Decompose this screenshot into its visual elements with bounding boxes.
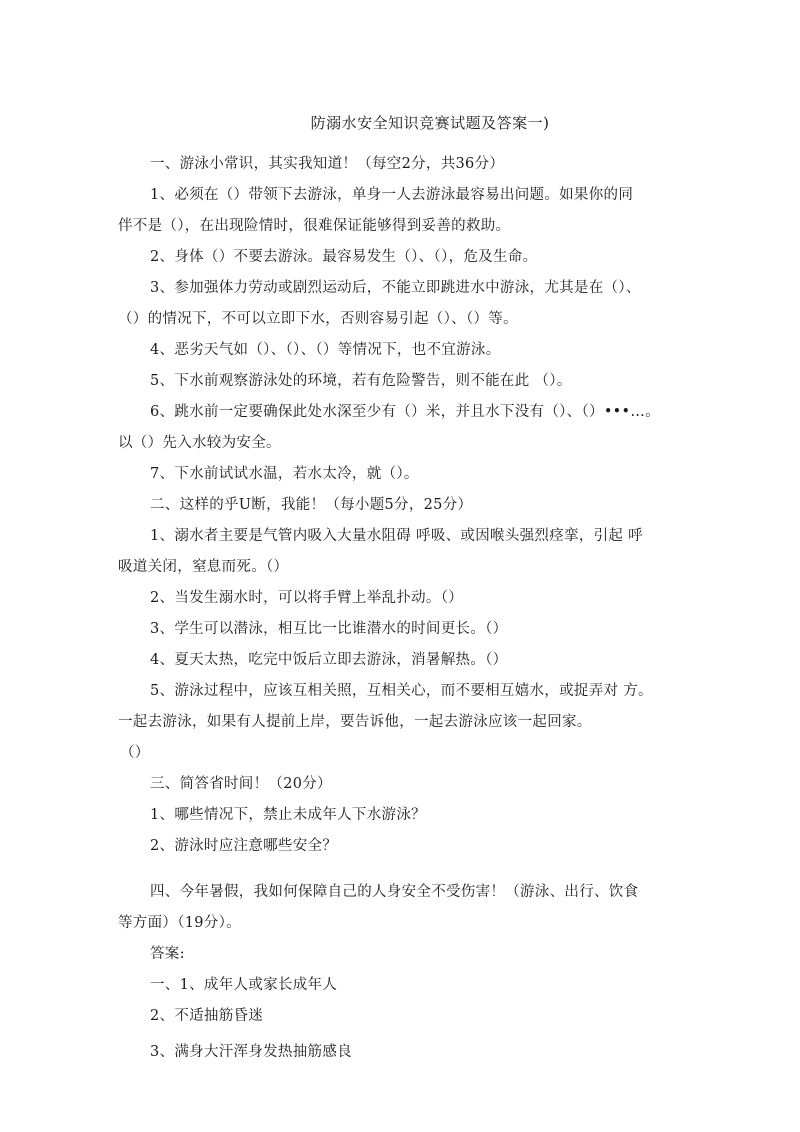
- answer-1-1: 一、1、成年人或家长成年人: [150, 977, 338, 993]
- section-2-heading: 二、这样的乎U断，我能！（每小题5分，25分）: [150, 497, 473, 513]
- question-1-4: 4、恶劣天气如（）、（）、（）等情况下，也不宜游泳。: [150, 342, 501, 358]
- answers-heading: 答案:: [150, 946, 185, 962]
- section-4-heading-cont: 等方面）（19分）。: [118, 915, 241, 931]
- question-1-3: 3、参加强体力劳动或剧烈运动后，不能立即跳进水中游泳，尤其是在（）、: [150, 280, 641, 296]
- section-3-heading: 三、简答省时间！（20分）: [150, 776, 332, 792]
- question-1-6-cont: 以（）先入水较为安全。: [118, 435, 281, 451]
- question-2-5-answer-blank: （）: [120, 745, 150, 761]
- answer-1-2: 2、不适抽筋昏迷: [150, 1008, 264, 1024]
- page-title: 防溺水安全知识竞赛试题及答案一): [310, 114, 550, 132]
- question-1-2: 2、身体（）不要去游泳。最容易发生（）、（），危及生命。: [150, 249, 538, 265]
- section-1-heading: 一、游泳小常识，其实我知道！（每空2分，共36分）: [150, 156, 505, 172]
- question-3-1: 1、哪些情况下，禁止未成年人下水游泳？: [150, 807, 426, 823]
- question-3-2: 2、游泳时应注意哪些安全？: [150, 838, 338, 854]
- question-1-6: 6、跳水前一定要确保此处水深至少有（）米，并且水下没有（）、（）•••…。: [150, 404, 660, 420]
- section-4-heading: 四、今年暑假，我如何保障自己的人身安全不受伤害！（游泳、出行、饮食: [150, 884, 639, 900]
- question-2-1: 1、溺水者主要是气管内吸入大量水阻碍 呼吸、或因喉头强烈痉挛，引起 呼: [150, 528, 643, 544]
- question-2-5: 5、游泳过程中，应该互相关照，互相关心，而不要相互嬉水，或捉弄对 方。: [150, 683, 653, 699]
- question-2-3: 3、学生可以潜泳，相互比一比谁潜水的时间更长。（）: [150, 621, 508, 637]
- question-1-1: 1、必须在（）带领下去游泳，单身一人去游泳最容易出问题。如果你的同: [150, 187, 634, 203]
- question-1-5: 5、下水前观察游泳处的环境，若有危险警告，则不能在此 （）。: [150, 373, 572, 389]
- question-1-7: 7、下水前试试水温，若水太冷，就（）。: [150, 466, 419, 482]
- question-1-1-cont: 伴不是（），在出现险情时，很难保证能够得到妥善的救助。: [118, 218, 511, 234]
- question-2-2: 2、当发生溺水时，可以将手臂上举乱扑动。（）: [150, 590, 464, 606]
- answer-1-3: 3、满身大汗浑身发热抽筋感良: [150, 1044, 352, 1060]
- question-2-5-cont: 一起去游泳，如果有人提前上岸，要告诉他，一起去游泳应该一起回家。: [118, 714, 592, 730]
- question-1-3-cont: （）的情况下，不可以立即下水，否则容易引起（）、（）等。: [118, 311, 518, 327]
- question-2-1-cont: 吸道关闭，窒息而死。（）: [118, 559, 289, 575]
- question-2-4: 4、夏天太热，吃完中饭后立即去游泳，消暑解热。（）: [150, 652, 508, 668]
